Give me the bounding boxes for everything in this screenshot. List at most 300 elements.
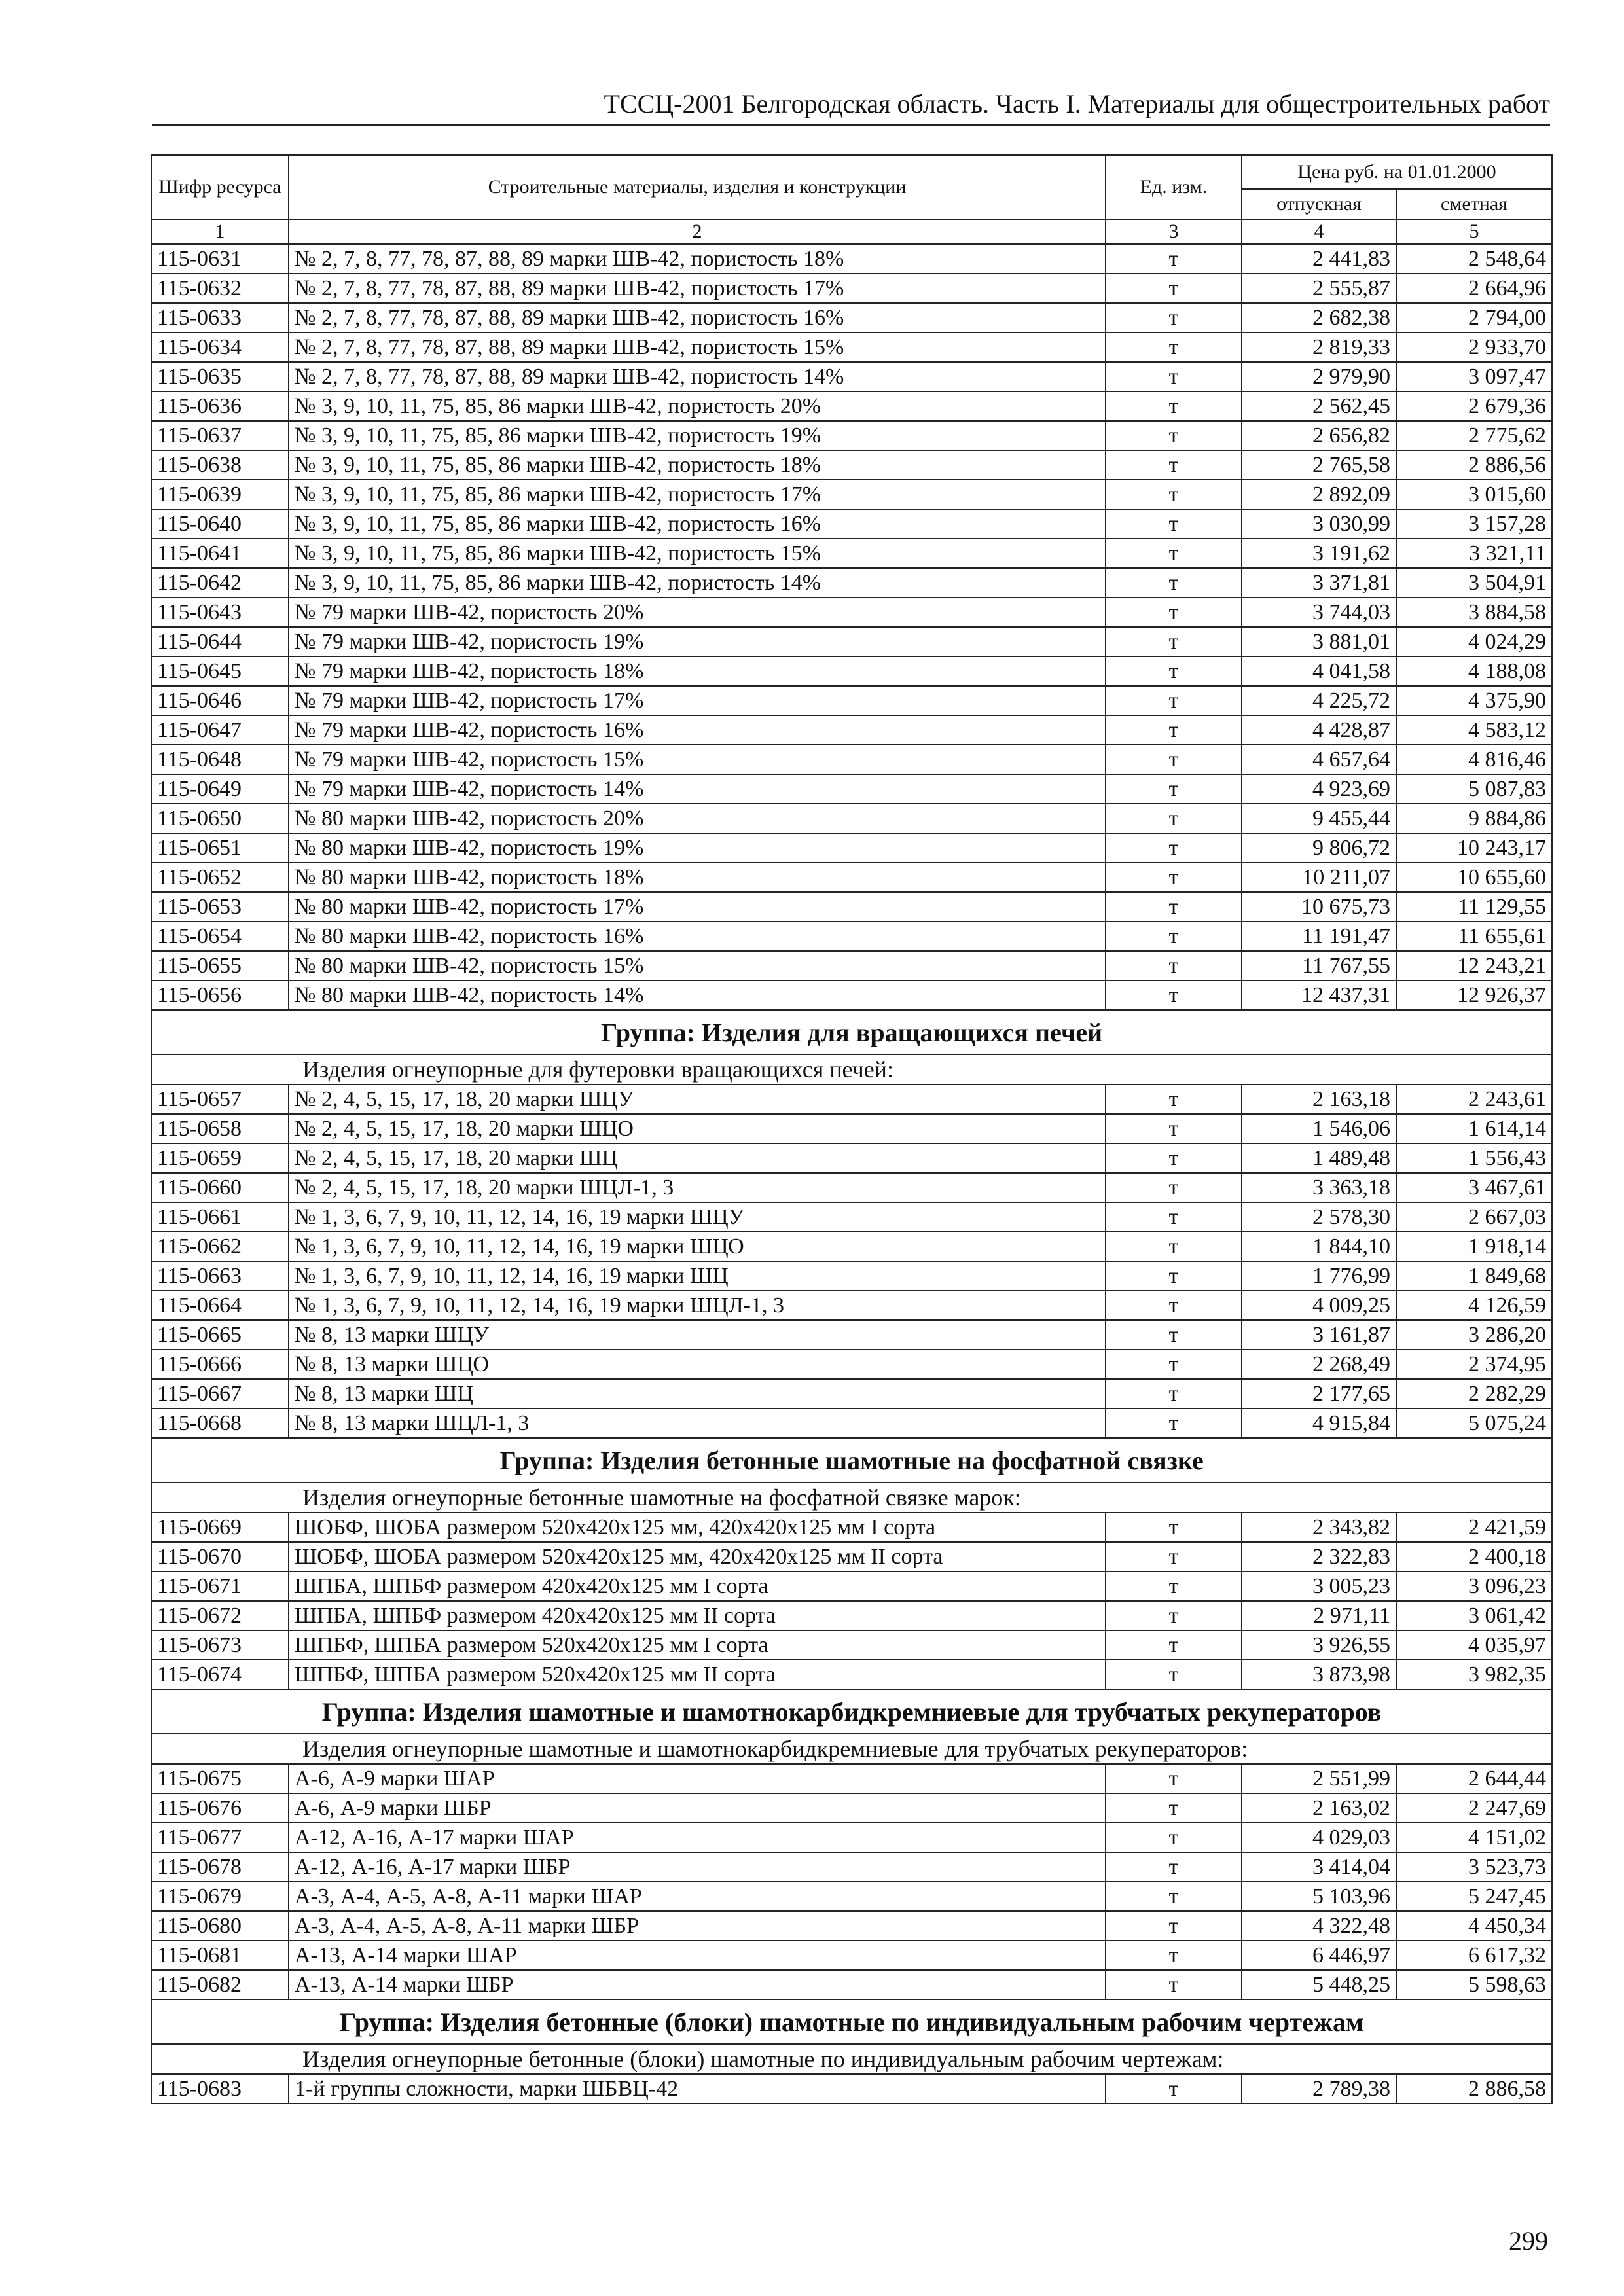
unit-cell: т <box>1106 863 1242 892</box>
table-body <box>151 244 1552 2104</box>
estimate-price-cell: 3 286,20 <box>1396 1320 1552 1350</box>
resource-code-cell: 115-0658 <box>151 1114 289 1143</box>
table-row <box>151 1542 1552 1571</box>
table-row <box>151 922 1552 951</box>
resource-code-cell: 115-0679 <box>151 1882 289 1911</box>
unit-cell: т <box>1106 1941 1242 1970</box>
table-row <box>151 1173 1552 1202</box>
material-name-cell: А-13, А-14 марки ШБР <box>289 1970 1106 2000</box>
material-name-cell: № 80 марки ШВ-42, пористость 14% <box>289 980 1106 1010</box>
resource-code-cell: 115-0643 <box>151 598 289 627</box>
resource-code-cell: 115-0670 <box>151 1542 289 1571</box>
release-price-cell: 2 979,90 <box>1242 362 1396 391</box>
unit-cell: т <box>1106 244 1242 274</box>
release-price-cell: 3 005,23 <box>1242 1571 1396 1601</box>
estimate-price-cell: 4 450,34 <box>1396 1911 1552 1941</box>
material-name-cell: № 3, 9, 10, 11, 75, 85, 86 марки ШВ-42, пористость 16% <box>289 509 1106 539</box>
col-header-price: Цена руб. на 01.01.2000 <box>1242 155 1552 189</box>
material-name-cell: № 3, 9, 10, 11, 75, 85, 86 марки ШВ-42, пористость 20% <box>289 391 1106 421</box>
release-price-cell: 4 428,87 <box>1242 715 1396 745</box>
material-name-cell: А-3, А-4, А-5, А-8, А-11 марки ШАР <box>289 1882 1106 1911</box>
col-header-release-price: отпускная <box>1242 189 1396 219</box>
release-price-cell: 3 191,62 <box>1242 539 1396 568</box>
unit-cell: т <box>1106 509 1242 539</box>
table-row <box>151 568 1552 598</box>
unit-cell: т <box>1106 1571 1242 1601</box>
unit-cell: т <box>1106 745 1242 774</box>
material-name-cell: № 8, 13 марки ШЦЛ-1, 3 <box>289 1408 1106 1438</box>
table-row <box>151 391 1552 421</box>
release-price-cell: 4 915,84 <box>1242 1408 1396 1438</box>
table-row <box>151 1764 1552 1793</box>
table-row <box>151 303 1552 332</box>
estimate-price-cell: 2 679,36 <box>1396 391 1552 421</box>
group-heading: Группа: Изделия шамотные и шамотнокарбидкремниевые для трубчатых рекуператоров <box>151 1689 1552 1734</box>
material-name-cell: ШПБА, ШПБФ размером 420х420х125 мм II сорта <box>289 1601 1106 1630</box>
table-row <box>151 863 1552 892</box>
group-heading-row <box>151 1689 1552 1734</box>
table-row <box>151 1911 1552 1941</box>
resource-code-cell: 115-0635 <box>151 362 289 391</box>
unit-cell: т <box>1106 1379 1242 1408</box>
estimate-price-cell: 3 015,60 <box>1396 480 1552 509</box>
resource-code-cell: 115-0652 <box>151 863 289 892</box>
material-name-cell: № 79 марки ШВ-42, пористость 18% <box>289 656 1106 686</box>
table-row <box>151 1941 1552 1970</box>
col-number: 5 <box>1396 219 1552 244</box>
material-name-cell: № 80 марки ШВ-42, пористость 15% <box>289 951 1106 980</box>
release-price-cell: 3 363,18 <box>1242 1173 1396 1202</box>
estimate-price-cell: 3 504,91 <box>1396 568 1552 598</box>
release-price-cell: 4 657,64 <box>1242 745 1396 774</box>
table-row <box>151 1630 1552 1660</box>
unit-cell: т <box>1106 1852 1242 1882</box>
resource-code-cell: 115-0657 <box>151 1085 289 1114</box>
unit-cell: т <box>1106 922 1242 951</box>
table-row <box>151 274 1552 303</box>
unit-cell: т <box>1106 568 1242 598</box>
release-price-cell: 2 971,11 <box>1242 1601 1396 1630</box>
table-row <box>151 244 1552 274</box>
col-number: 4 <box>1242 219 1396 244</box>
estimate-price-cell: 11 129,55 <box>1396 892 1552 922</box>
release-price-cell: 5 448,25 <box>1242 1970 1396 2000</box>
estimate-price-cell: 3 321,11 <box>1396 539 1552 568</box>
material-name-cell: № 80 марки ШВ-42, пористость 20% <box>289 804 1106 833</box>
table-row <box>151 804 1552 833</box>
release-price-cell: 1 776,99 <box>1242 1261 1396 1291</box>
table-row <box>151 1601 1552 1630</box>
unit-cell: т <box>1106 892 1242 922</box>
unit-cell: т <box>1106 1232 1242 1261</box>
estimate-price-cell: 3 982,35 <box>1396 1660 1552 1689</box>
resource-code-cell: 115-0660 <box>151 1173 289 1202</box>
estimate-price-cell: 2 667,03 <box>1396 1202 1552 1232</box>
release-price-cell: 1 844,10 <box>1242 1232 1396 1261</box>
material-name-cell: № 1, 3, 6, 7, 9, 10, 11, 12, 14, 16, 19 марки ШЦ <box>289 1261 1106 1291</box>
table-row <box>151 450 1552 480</box>
page-title: ТССЦ-2001 Белгородская область. Часть I. Материалы для общестроительных работ <box>604 89 1550 118</box>
resource-code-cell: 115-0639 <box>151 480 289 509</box>
unit-cell: т <box>1106 1630 1242 1660</box>
estimate-price-cell: 4 583,12 <box>1396 715 1552 745</box>
table-row <box>151 686 1552 715</box>
material-name-cell: А-12, А-16, А-17 марки ШБР <box>289 1852 1106 1882</box>
resource-code-cell: 115-0661 <box>151 1202 289 1232</box>
table-row <box>151 1882 1552 1911</box>
estimate-price-cell: 10 243,17 <box>1396 833 1552 863</box>
resource-code-cell: 115-0632 <box>151 274 289 303</box>
estimate-price-cell: 4 035,97 <box>1396 1630 1552 1660</box>
estimate-price-cell: 3 523,73 <box>1396 1852 1552 1882</box>
table-row <box>151 1408 1552 1438</box>
resource-code-cell: 115-0650 <box>151 804 289 833</box>
release-price-cell: 3 161,87 <box>1242 1320 1396 1350</box>
release-price-cell: 2 163,02 <box>1242 1793 1396 1823</box>
material-name-cell: № 79 марки ШВ-42, пористость 14% <box>289 774 1106 804</box>
release-price-cell: 2 322,83 <box>1242 1542 1396 1571</box>
resource-code-cell: 115-0646 <box>151 686 289 715</box>
resource-code-cell: 115-0675 <box>151 1764 289 1793</box>
resource-code-cell: 115-0674 <box>151 1660 289 1689</box>
subheading-row <box>151 1482 1552 1513</box>
estimate-price-cell: 2 775,62 <box>1396 421 1552 450</box>
material-name-cell: № 79 марки ШВ-42, пористость 17% <box>289 686 1106 715</box>
table-row <box>151 1571 1552 1601</box>
resource-code-cell: 115-0641 <box>151 539 289 568</box>
unit-cell: т <box>1106 1202 1242 1232</box>
material-name-cell: ШПБА, ШПБФ размером 420х420х125 мм I сорта <box>289 1571 1106 1601</box>
resource-code-cell: 115-0673 <box>151 1630 289 1660</box>
table-row <box>151 1660 1552 1689</box>
table-row <box>151 1320 1552 1350</box>
estimate-price-cell: 2 886,58 <box>1396 2074 1552 2104</box>
release-price-cell: 3 926,55 <box>1242 1630 1396 1660</box>
table-row <box>151 362 1552 391</box>
resource-code-cell: 115-0656 <box>151 980 289 1010</box>
table-row <box>151 1793 1552 1823</box>
table-row <box>151 774 1552 804</box>
estimate-price-cell: 12 243,21 <box>1396 951 1552 980</box>
unit-cell: т <box>1106 421 1242 450</box>
resource-code-cell: 115-0683 <box>151 2074 289 2104</box>
estimate-price-cell: 2 933,70 <box>1396 332 1552 362</box>
estimate-price-cell: 4 375,90 <box>1396 686 1552 715</box>
unit-cell: т <box>1106 1882 1242 1911</box>
material-name-cell: № 2, 7, 8, 77, 78, 87, 88, 89 марки ШВ-42, пористость 16% <box>289 303 1106 332</box>
table-row <box>151 539 1552 568</box>
unit-cell: т <box>1106 656 1242 686</box>
estimate-price-cell: 4 188,08 <box>1396 656 1552 686</box>
price-table <box>151 154 1553 2104</box>
resource-code-cell: 115-0640 <box>151 509 289 539</box>
subheading: Изделия огнеупорные бетонные (блоки) шамотные по индивидуальным рабочим чертежам: <box>151 2044 1552 2074</box>
material-name-cell: № 2, 7, 8, 77, 78, 87, 88, 89 марки ШВ-42, пористость 14% <box>289 362 1106 391</box>
unit-cell: т <box>1106 951 1242 980</box>
page-number: 299 <box>1509 2226 1548 2255</box>
estimate-price-cell: 5 598,63 <box>1396 1970 1552 2000</box>
table-row <box>151 1143 1552 1173</box>
release-price-cell: 2 551,99 <box>1242 1764 1396 1793</box>
material-name-cell: ШПБФ, ШПБА размером 520х420х125 мм II сорта <box>289 1660 1106 1689</box>
material-name-cell: № 3, 9, 10, 11, 75, 85, 86 марки ШВ-42, пористость 15% <box>289 539 1106 568</box>
estimate-price-cell: 3 884,58 <box>1396 598 1552 627</box>
group-heading: Группа: Изделия для вращающихся печей <box>151 1010 1552 1054</box>
estimate-price-cell: 3 157,28 <box>1396 509 1552 539</box>
group-heading-row <box>151 1010 1552 1054</box>
material-name-cell: А-13, А-14 марки ШАР <box>289 1941 1106 1970</box>
material-name-cell: А-6, А-9 марки ШАР <box>289 1764 1106 1793</box>
table-row <box>151 598 1552 627</box>
estimate-price-cell: 2 247,69 <box>1396 1793 1552 1823</box>
resource-code-cell: 115-0681 <box>151 1941 289 1970</box>
resource-code-cell: 115-0645 <box>151 656 289 686</box>
release-price-cell: 2 765,58 <box>1242 450 1396 480</box>
table-row <box>151 1114 1552 1143</box>
resource-code-cell: 115-0667 <box>151 1379 289 1408</box>
release-price-cell: 4 225,72 <box>1242 686 1396 715</box>
estimate-price-cell: 2 243,61 <box>1396 1085 1552 1114</box>
material-name-cell: № 79 марки ШВ-42, пористость 20% <box>289 598 1106 627</box>
table-row <box>151 1261 1552 1291</box>
material-name-cell: № 3, 9, 10, 11, 75, 85, 86 марки ШВ-42, пористость 19% <box>289 421 1106 450</box>
resource-code-cell: 115-0636 <box>151 391 289 421</box>
resource-code-cell: 115-0672 <box>151 1601 289 1630</box>
resource-code-cell: 115-0662 <box>151 1232 289 1261</box>
resource-code-cell: 115-0678 <box>151 1852 289 1882</box>
resource-code-cell: 115-0647 <box>151 715 289 745</box>
col-header-code: Шифр ресурса <box>151 155 289 219</box>
resource-code-cell: 115-0666 <box>151 1350 289 1379</box>
material-name-cell: № 8, 13 марки ШЦО <box>289 1350 1106 1379</box>
table-row <box>151 421 1552 450</box>
resource-code-cell: 115-0649 <box>151 774 289 804</box>
estimate-price-cell: 6 617,32 <box>1396 1941 1552 1970</box>
col-header-estimate-price: сметная <box>1396 189 1552 219</box>
material-name-cell: № 1, 3, 6, 7, 9, 10, 11, 12, 14, 16, 19 марки ШЦЛ-1, 3 <box>289 1291 1106 1320</box>
table-row <box>151 1379 1552 1408</box>
table-row <box>151 892 1552 922</box>
resource-code-cell: 115-0669 <box>151 1513 289 1542</box>
unit-cell: т <box>1106 1823 1242 1852</box>
estimate-price-cell: 3 096,23 <box>1396 1571 1552 1601</box>
material-name-cell: № 2, 4, 5, 15, 17, 18, 20 марки ШЦУ <box>289 1085 1106 1114</box>
table-row <box>151 2074 1552 2104</box>
resource-code-cell: 115-0648 <box>151 745 289 774</box>
material-name-cell: А-3, А-4, А-5, А-8, А-11 марки ШБР <box>289 1911 1106 1941</box>
material-name-cell: ШОБФ, ШОБА размером 520х420х125 мм, 420х420х125 мм I сорта <box>289 1513 1106 1542</box>
resource-code-cell: 115-0659 <box>151 1143 289 1173</box>
release-price-cell: 4 041,58 <box>1242 656 1396 686</box>
group-heading: Группа: Изделия бетонные шамотные на фосфатной связке <box>151 1438 1552 1482</box>
material-name-cell: № 1, 3, 6, 7, 9, 10, 11, 12, 14, 16, 19 марки ШЦО <box>289 1232 1106 1261</box>
estimate-price-cell: 1 849,68 <box>1396 1261 1552 1291</box>
unit-cell: т <box>1106 1143 1242 1173</box>
subheading: Изделия огнеупорные бетонные шамотные на фосфатной связке марок: <box>151 1482 1552 1513</box>
col-number: 2 <box>289 219 1106 244</box>
resource-code-cell: 115-0644 <box>151 627 289 656</box>
estimate-price-cell: 2 664,96 <box>1396 274 1552 303</box>
unit-cell: т <box>1106 1513 1242 1542</box>
unit-cell: т <box>1106 833 1242 863</box>
estimate-price-cell: 10 655,60 <box>1396 863 1552 892</box>
col-header-name: Строительные материалы, изделия и конструкции <box>289 155 1106 219</box>
estimate-price-cell: 1 614,14 <box>1396 1114 1552 1143</box>
release-price-cell: 3 030,99 <box>1242 509 1396 539</box>
unit-cell: т <box>1106 1085 1242 1114</box>
estimate-price-cell: 1 556,43 <box>1396 1143 1552 1173</box>
material-name-cell: 1-й группы сложности, марки ШБВЦ-42 <box>289 2074 1106 2104</box>
resource-code-cell: 115-0668 <box>151 1408 289 1438</box>
group-heading-row <box>151 2000 1552 2044</box>
unit-cell: т <box>1106 1542 1242 1571</box>
table-row <box>151 1513 1552 1542</box>
material-name-cell: № 80 марки ШВ-42, пористость 17% <box>289 892 1106 922</box>
resource-code-cell: 115-0651 <box>151 833 289 863</box>
subheading-row <box>151 1734 1552 1764</box>
material-name-cell: № 79 марки ШВ-42, пористость 19% <box>289 627 1106 656</box>
release-price-cell: 4 923,69 <box>1242 774 1396 804</box>
col-number: 1 <box>151 219 289 244</box>
material-name-cell: № 3, 9, 10, 11, 75, 85, 86 марки ШВ-42, пористость 18% <box>289 450 1106 480</box>
release-price-cell: 3 414,04 <box>1242 1852 1396 1882</box>
unit-cell: т <box>1106 804 1242 833</box>
table-row <box>151 833 1552 863</box>
release-price-cell: 2 656,82 <box>1242 421 1396 450</box>
release-price-cell: 2 555,87 <box>1242 274 1396 303</box>
release-price-cell: 6 446,97 <box>1242 1941 1396 1970</box>
table-row <box>151 1852 1552 1882</box>
unit-cell: т <box>1106 1764 1242 1793</box>
release-price-cell: 3 873,98 <box>1242 1660 1396 1689</box>
resource-code-cell: 115-0671 <box>151 1571 289 1601</box>
material-name-cell: № 79 марки ШВ-42, пористость 16% <box>289 715 1106 745</box>
release-price-cell: 9 455,44 <box>1242 804 1396 833</box>
resource-code-cell: 115-0664 <box>151 1291 289 1320</box>
resource-code-cell: 115-0655 <box>151 951 289 980</box>
release-price-cell: 2 562,45 <box>1242 391 1396 421</box>
material-name-cell: № 80 марки ШВ-42, пористость 18% <box>289 863 1106 892</box>
estimate-price-cell: 3 467,61 <box>1396 1173 1552 1202</box>
estimate-price-cell: 1 918,14 <box>1396 1232 1552 1261</box>
material-name-cell: № 2, 4, 5, 15, 17, 18, 20 марки ШЦО <box>289 1114 1106 1143</box>
unit-cell: т <box>1106 391 1242 421</box>
release-price-cell: 9 806,72 <box>1242 833 1396 863</box>
estimate-price-cell: 3 097,47 <box>1396 362 1552 391</box>
subheading-row <box>151 2044 1552 2074</box>
material-name-cell: ШПБФ, ШПБА размером 520х420х125 мм I сорта <box>289 1630 1106 1660</box>
estimate-price-cell: 9 884,86 <box>1396 804 1552 833</box>
resource-code-cell: 115-0677 <box>151 1823 289 1852</box>
unit-cell: т <box>1106 1291 1242 1320</box>
subheading-row <box>151 1054 1552 1085</box>
unit-cell: т <box>1106 1970 1242 2000</box>
unit-cell: т <box>1106 480 1242 509</box>
material-name-cell: А-6, А-9 марки ШБР <box>289 1793 1106 1823</box>
estimate-price-cell: 4 151,02 <box>1396 1823 1552 1852</box>
estimate-price-cell: 11 655,61 <box>1396 922 1552 951</box>
table-row <box>151 1085 1552 1114</box>
release-price-cell: 10 675,73 <box>1242 892 1396 922</box>
subheading: Изделия огнеупорные для футеровки вращающихся печей: <box>151 1054 1552 1085</box>
estimate-price-cell: 12 926,37 <box>1396 980 1552 1010</box>
release-price-cell: 1 489,48 <box>1242 1143 1396 1173</box>
unit-cell: т <box>1106 362 1242 391</box>
estimate-price-cell: 5 087,83 <box>1396 774 1552 804</box>
page-header <box>152 84 1550 126</box>
unit-cell: т <box>1106 332 1242 362</box>
material-name-cell: № 3, 9, 10, 11, 75, 85, 86 марки ШВ-42, пористость 17% <box>289 480 1106 509</box>
release-price-cell: 2 819,33 <box>1242 332 1396 362</box>
release-price-cell: 11 191,47 <box>1242 922 1396 951</box>
group-heading: Группа: Изделия бетонные (блоки) шамотные по индивидуальным рабочим чертежам <box>151 2000 1552 2044</box>
unit-cell: т <box>1106 715 1242 745</box>
resource-code-cell: 115-0654 <box>151 922 289 951</box>
estimate-price-cell: 2 548,64 <box>1396 244 1552 274</box>
material-name-cell: № 8, 13 марки ШЦУ <box>289 1320 1106 1350</box>
release-price-cell: 11 767,55 <box>1242 951 1396 980</box>
estimate-price-cell: 2 886,56 <box>1396 450 1552 480</box>
table-row <box>151 1970 1552 2000</box>
unit-cell: т <box>1106 686 1242 715</box>
resource-code-cell: 115-0653 <box>151 892 289 922</box>
resource-code-cell: 115-0633 <box>151 303 289 332</box>
unit-cell: т <box>1106 2074 1242 2104</box>
unit-cell: т <box>1106 303 1242 332</box>
release-price-cell: 2 441,83 <box>1242 244 1396 274</box>
resource-code-cell: 115-0638 <box>151 450 289 480</box>
table-row <box>151 951 1552 980</box>
estimate-price-cell: 2 400,18 <box>1396 1542 1552 1571</box>
release-price-cell: 2 177,65 <box>1242 1379 1396 1408</box>
release-price-cell: 2 892,09 <box>1242 480 1396 509</box>
table-row <box>151 715 1552 745</box>
estimate-price-cell: 2 644,44 <box>1396 1764 1552 1793</box>
material-name-cell: А-12, А-16, А-17 марки ШАР <box>289 1823 1106 1852</box>
resource-code-cell: 115-0665 <box>151 1320 289 1350</box>
table-row <box>151 1823 1552 1852</box>
material-name-cell: № 80 марки ШВ-42, пористость 16% <box>289 922 1106 951</box>
estimate-price-cell: 2 282,29 <box>1396 1379 1552 1408</box>
estimate-price-cell: 4 024,29 <box>1396 627 1552 656</box>
unit-cell: т <box>1106 1261 1242 1291</box>
unit-cell: т <box>1106 1114 1242 1143</box>
material-name-cell: № 2, 7, 8, 77, 78, 87, 88, 89 марки ШВ-42, пористость 17% <box>289 274 1106 303</box>
estimate-price-cell: 3 061,42 <box>1396 1601 1552 1630</box>
estimate-price-cell: 2 374,95 <box>1396 1350 1552 1379</box>
table-row <box>151 1202 1552 1232</box>
material-name-cell: № 8, 13 марки ШЦ <box>289 1379 1106 1408</box>
release-price-cell: 4 322,48 <box>1242 1911 1396 1941</box>
subheading: Изделия огнеупорные шамотные и шамотнокарбидкремниевые для трубчатых рекуператоров: <box>151 1734 1552 1764</box>
table-row <box>151 745 1552 774</box>
unit-cell: т <box>1106 598 1242 627</box>
estimate-price-cell: 2 794,00 <box>1396 303 1552 332</box>
group-heading-row <box>151 1438 1552 1482</box>
material-name-cell: № 2, 7, 8, 77, 78, 87, 88, 89 марки ШВ-42, пористость 18% <box>289 244 1106 274</box>
material-name-cell: № 2, 4, 5, 15, 17, 18, 20 марки ШЦ <box>289 1143 1106 1173</box>
table-row <box>151 480 1552 509</box>
unit-cell: т <box>1106 1173 1242 1202</box>
material-name-cell: № 79 марки ШВ-42, пористость 15% <box>289 745 1106 774</box>
release-price-cell: 4 009,25 <box>1242 1291 1396 1320</box>
resource-code-cell: 115-0637 <box>151 421 289 450</box>
estimate-price-cell: 5 247,45 <box>1396 1882 1552 1911</box>
table-row <box>151 656 1552 686</box>
estimate-price-cell: 2 421,59 <box>1396 1513 1552 1542</box>
release-price-cell: 4 029,03 <box>1242 1823 1396 1852</box>
table-row <box>151 1291 1552 1320</box>
